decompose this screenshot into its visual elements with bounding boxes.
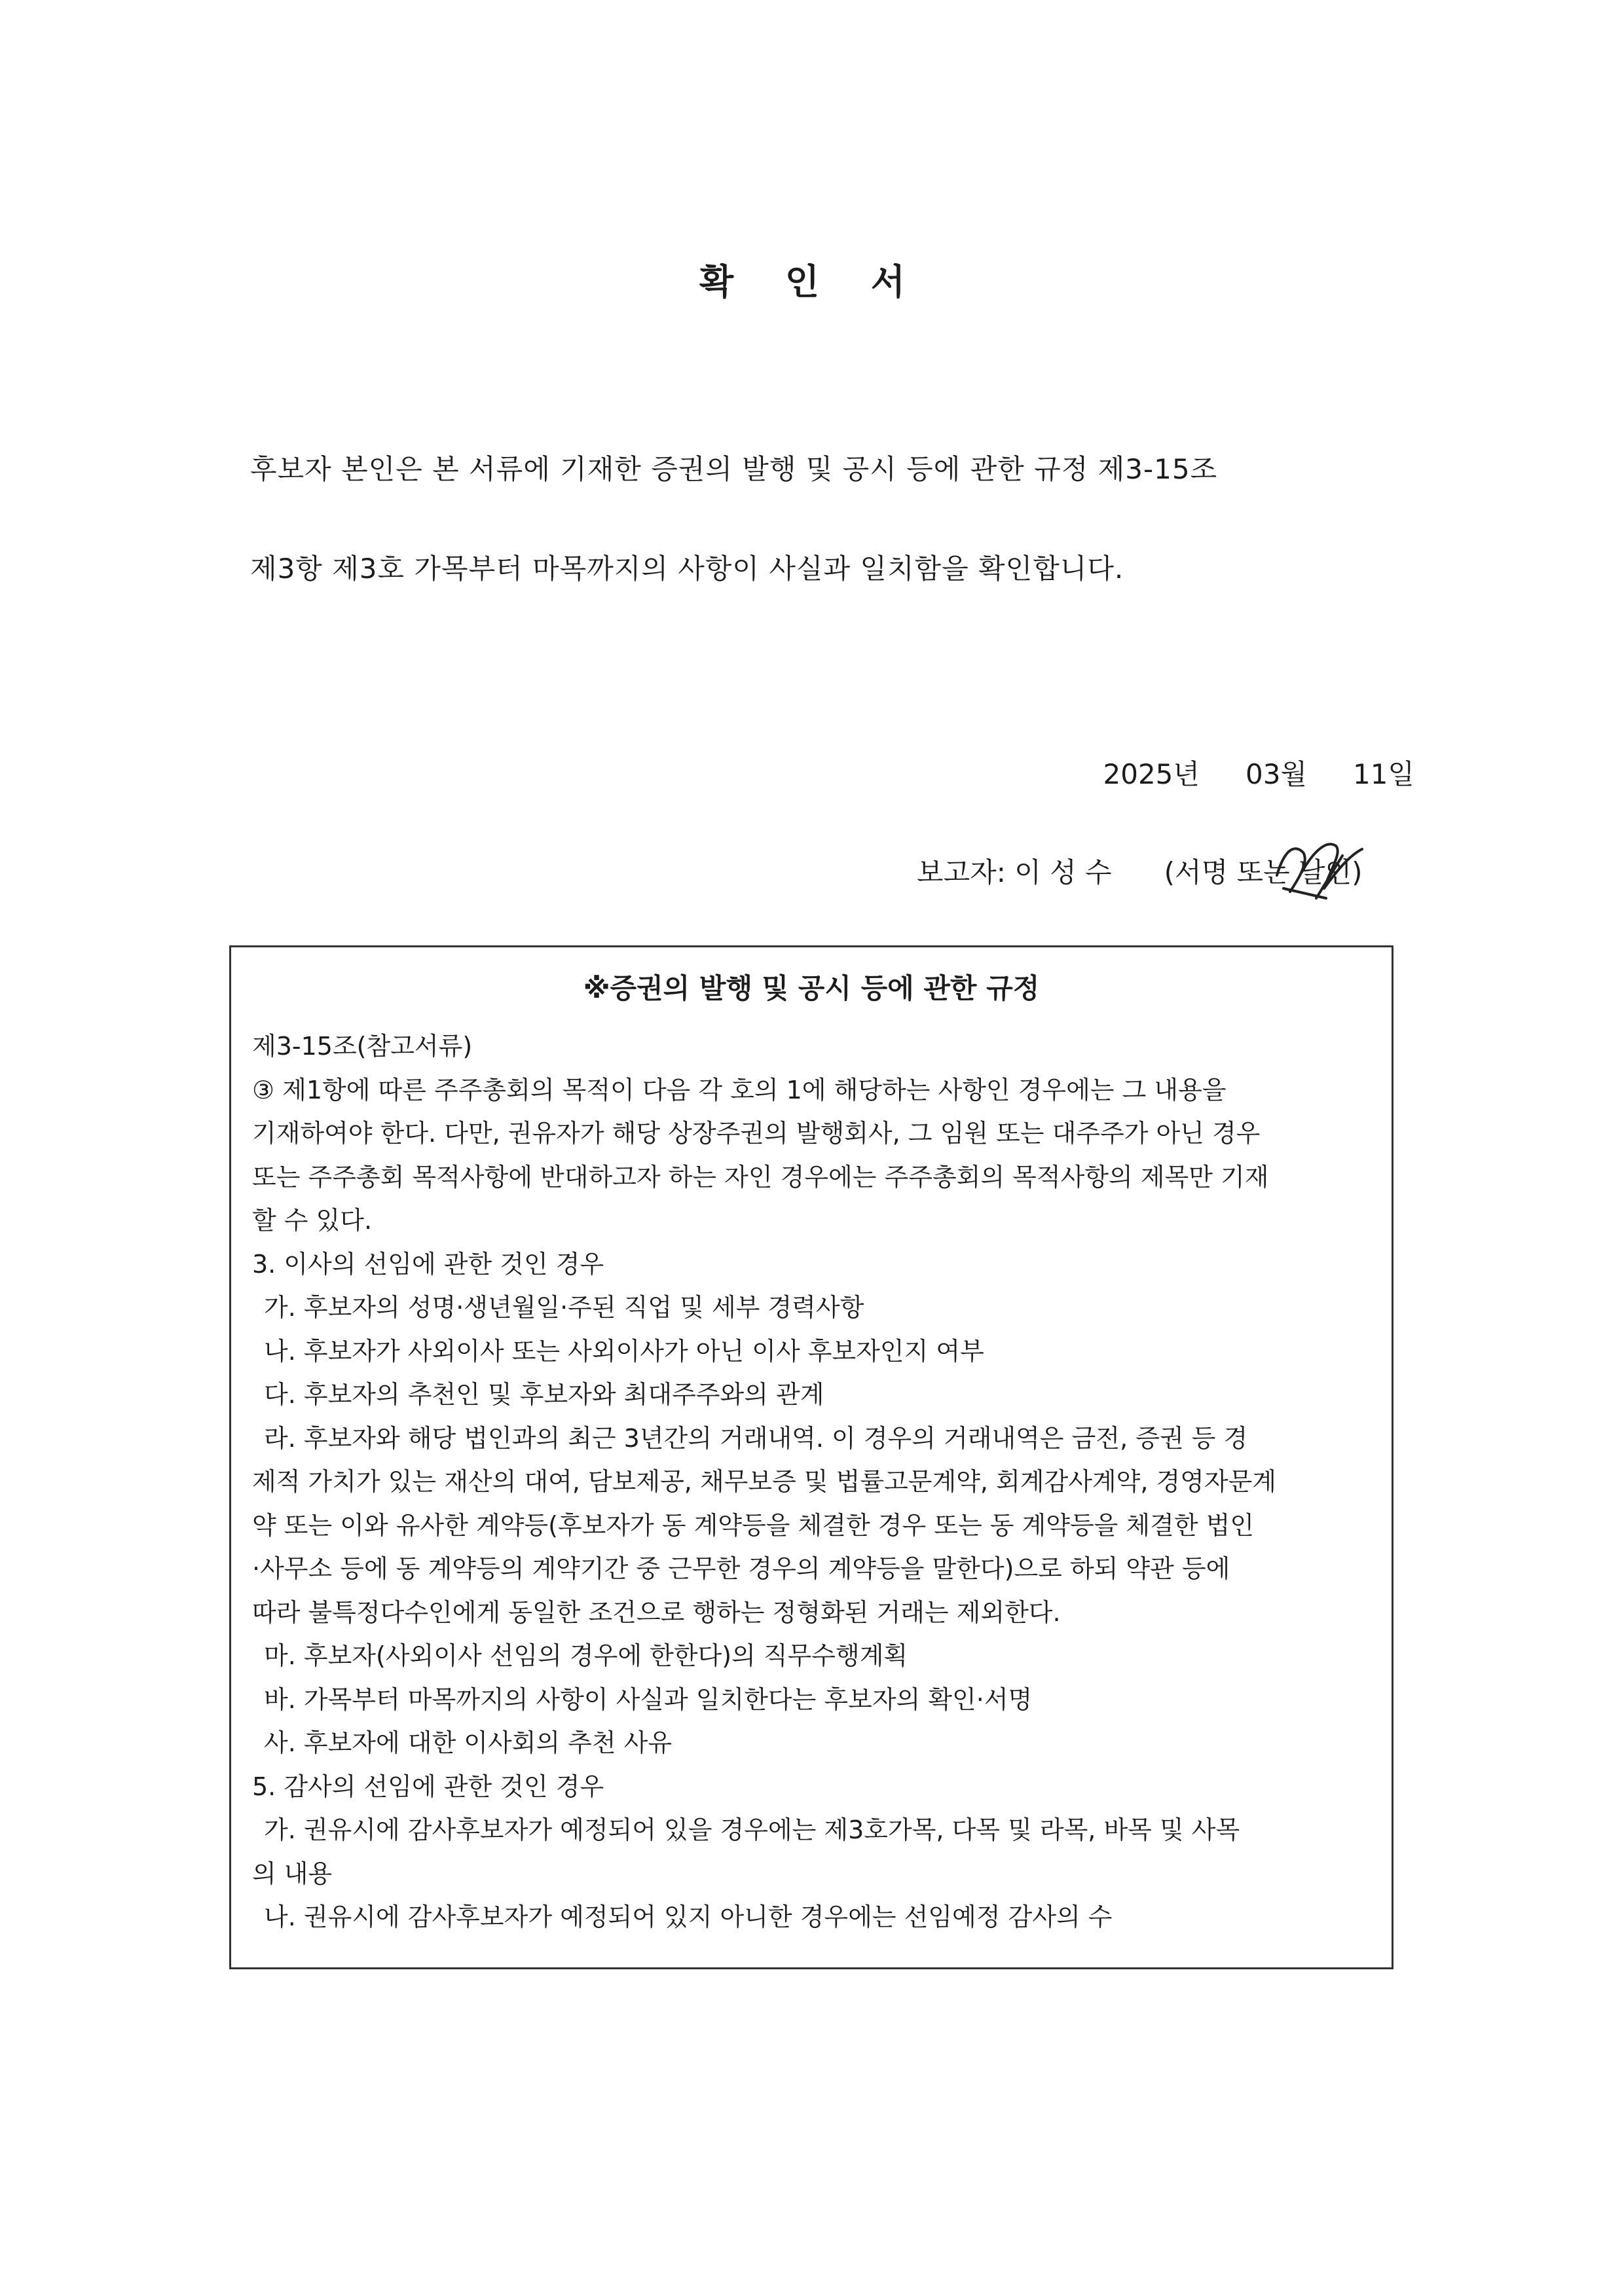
regulation-line: 나. 후보자가 사외이사 또는 사외이사가 아닌 이사 후보자인지 여부 [264,1336,984,1366]
regulation-box [229,945,1393,1969]
regulation-line: 라. 후보자와 해당 법인과의 최근 3년간의 거래내역. 이 경우의 거래내역은 금전, 증권 등 경 [264,1423,1248,1453]
date-month: 03월 [1245,758,1307,790]
regulation-line: 의 내용 [252,1859,333,1888]
regulation-line: 3. 이사의 선임에 관한 것인 경우 [252,1249,604,1279]
page-title: 확 인 서 [699,261,925,302]
regulation-line: 약 또는 이와 유사한 계약등(후보자가 동 계약등을 체결한 경우 또는 동 계약등을 체결한 법인 [252,1510,1255,1540]
regulation-line: 5. 감사의 선임에 관한 것인 경우 [252,1772,604,1801]
regulation-line: 나. 권유시에 감사후보자가 예정되어 있지 아니한 경우에는 선임예정 감사의 수 [264,1903,1113,1931]
regulation-line: ③ 제1항에 따른 주주총회의 목적이 다음 각 호의 1에 해당하는 사항인 경우에는 그 내용을 [252,1075,1227,1104]
date-row [1103,753,1415,792]
regulation-line: 제적 가치가 있는 재산의 대여, 담보제공, 채무보증 및 법률고문계약, 회계감사계약, 경영자문계 [252,1467,1277,1496]
regulation-line: 제3-15조(참고서류) [252,1032,473,1061]
regulation-line: ·사무소 등에 동 계약등의 계약기간 중 근무한 경우의 계약등을 말한다)으로 하되 약관 등에 [252,1554,1230,1583]
regulation-line: 가. 권유시에 감사후보자가 예정되어 있을 경우에는 제3호가목, 다목 및 라목, 바목 및 사목 [264,1815,1240,1844]
statement-line-2: 제3항 제3호 가목부터 마목까지의 사항이 사실과 일치함을 확인합니다. [250,553,1124,585]
date-day: 11일 [1352,758,1414,790]
regulation-line: 바. 가목부터 마목까지의 사항이 사실과 일치한다는 후보자의 확인·서명 [264,1685,1033,1714]
regulation-text [252,1025,1378,1939]
regulation-line: 사. 후보자에 대한 이사회의 추천 사유 [264,1728,673,1757]
regulation-line: 마. 후보자(사외이사 선임의 경우에 한한다)의 직무수행계획 [264,1641,908,1670]
regulation-title: ※증권의 발행 및 공시 등에 관한 규정 [583,972,1040,1004]
regulation-line: 따라 불특정다수인에게 동일한 조건으로 행하는 정형화된 거래는 제외한다. [252,1597,1061,1627]
statement-line-1: 후보자 본인은 본 서류에 기재한 증권의 발행 및 공시 등에 관한 규정 제3-15조 [250,453,1218,485]
regulation-line: 또는 주주총회 목적사항에 반대하고자 하는 자인 경우에는 주주총회의 목적사항의 제목만 기재 [252,1162,1269,1192]
regulation-line: 가. 후보자의 성명·생년월일·주된 직업 및 세부 경력사항 [264,1293,864,1322]
seal-label: (서명 또는 날인) [1164,856,1363,888]
regulation-line: 기재하여야 한다. 다만, 권유자가 해당 상장주권의 발행회사, 그 임원 또는 대주주가 아닌 경우 [252,1119,1261,1148]
regulation-line: 할 수 있다. [252,1206,373,1235]
date-year: 2025년 [1103,758,1200,790]
reporter-name: 보고자: 이 성 수 [917,856,1112,888]
regulation-line: 다. 후보자의 추천인 및 후보자와 최대주주와의 관계 [264,1380,824,1409]
handwritten-signature [1264,826,1375,911]
